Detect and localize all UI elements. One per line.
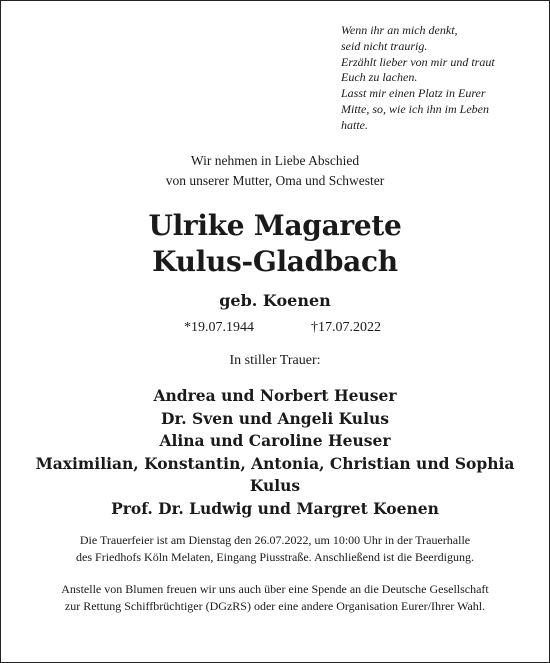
donation-line: zur Rettung Schiffbrüchtiger (DGzRS) oder eine andere Organisation Eurer/Ihrer Wahl. bbox=[64, 599, 486, 613]
intro-line: von unserer Mutter, Oma und Schwester bbox=[165, 173, 385, 188]
ceremony-line: des Friedhofs Köln Melaten, Eingang Piusstraße. Anschließend ist die Beerdigung. bbox=[76, 550, 474, 564]
mourner-line: Prof. Dr. Ludwig und Margret Koenen bbox=[111, 498, 439, 518]
deceased-name bbox=[1, 208, 549, 280]
poem-line: Wenn ihr an mich denkt, bbox=[341, 23, 458, 37]
death-date: †17.07.2022 bbox=[311, 320, 381, 335]
poem-line: Mitte, so, wie ich ihn im Leben bbox=[341, 101, 489, 116]
farewell-intro bbox=[1, 151, 549, 191]
poem bbox=[341, 23, 541, 134]
donation-request bbox=[1, 581, 549, 615]
intro-line: Wir nehmen in Liebe Abschied bbox=[190, 153, 360, 168]
poem-line: Erzählt lieber von mir und traut bbox=[341, 54, 495, 69]
mourner-line: Maximilian, Konstantin, Antonia, Christian und Sophia bbox=[35, 453, 515, 473]
mourner-line: Dr. Sven und Angeli Kulus bbox=[161, 408, 389, 428]
poem-line: seid nicht traurig. bbox=[341, 38, 428, 53]
deceased-name-line: Ulrike Magarete bbox=[148, 209, 402, 242]
poem-line: Lasst mir einen Platz in Eurer bbox=[341, 86, 486, 101]
mourner-line: Andrea und Norbert Heuser bbox=[153, 386, 397, 405]
ceremony-line: Die Trauerfeier ist am Dienstag den 26.07.2022, um 10:00 Uhr in der Trauerhalle bbox=[79, 533, 471, 547]
birth-name: geb. Koenen bbox=[219, 291, 331, 310]
mourner-line: Kulus bbox=[249, 476, 301, 495]
poem-line: Euch zu lachen. bbox=[341, 70, 418, 85]
deceased-name-line: Kulus-Gladbach bbox=[152, 245, 398, 278]
mourner-line: Alina und Caroline Heuser bbox=[159, 431, 391, 450]
birth-date: *19.07.1944 bbox=[184, 320, 254, 335]
poem-line: hatte. bbox=[341, 117, 368, 132]
mourning-heading: In stiller Trauer: bbox=[229, 353, 321, 368]
mourners-list bbox=[1, 385, 549, 520]
donation-line: Anstelle von Blumen freuen wir uns auch über eine Spende an die Deutsche Gesellschaft bbox=[61, 582, 489, 596]
funeral-ceremony-info bbox=[1, 532, 549, 566]
